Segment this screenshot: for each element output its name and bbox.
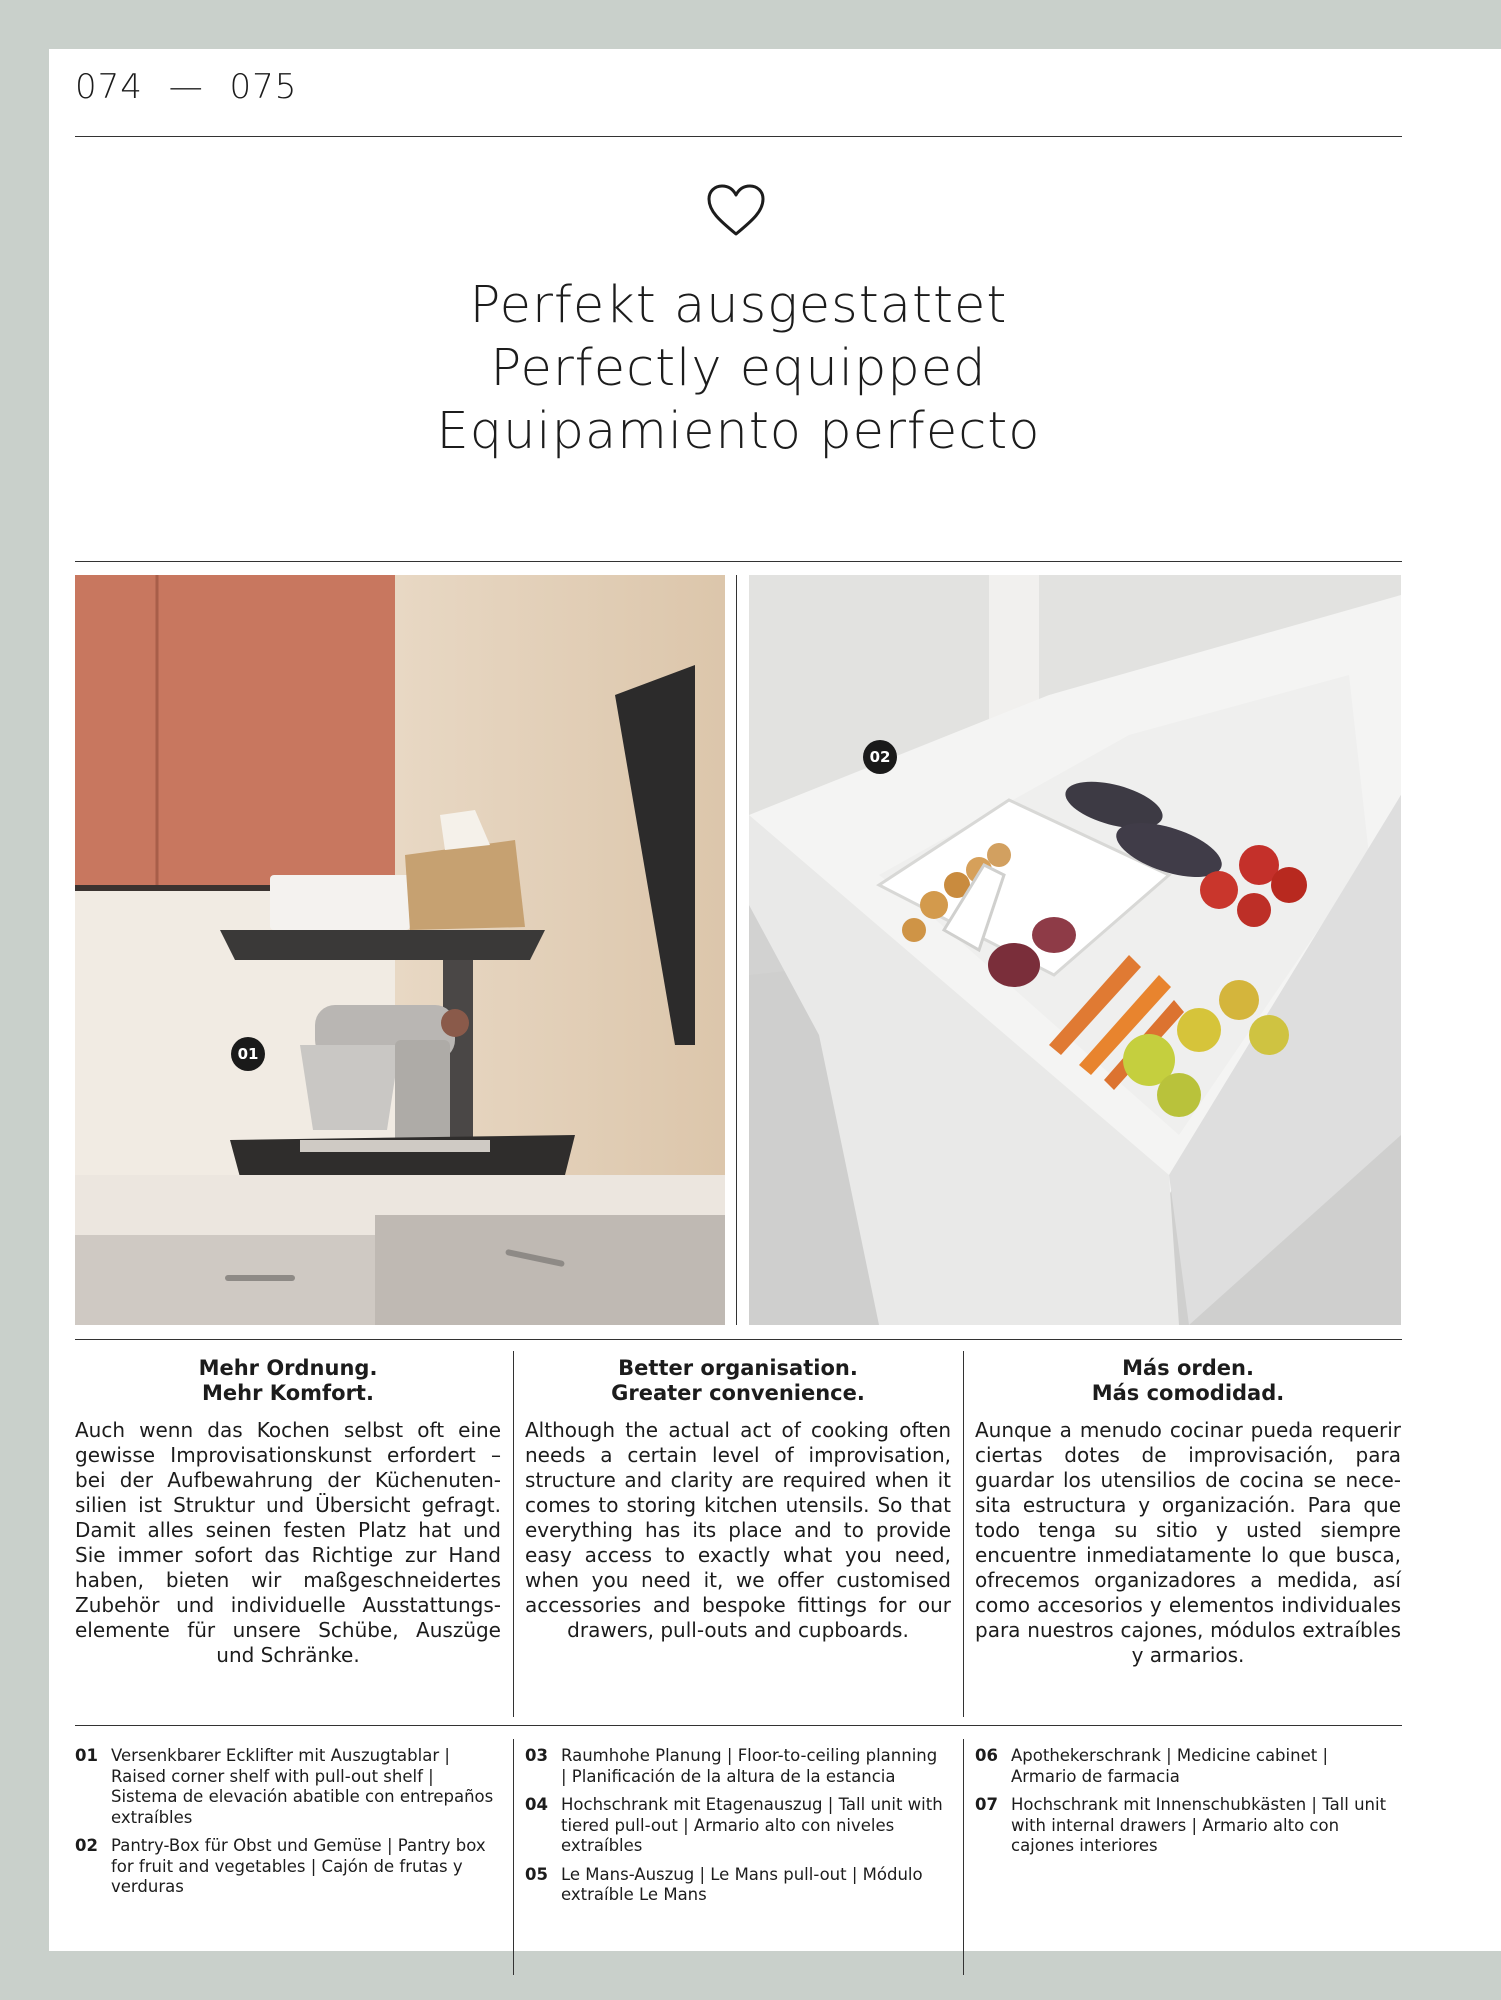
- column-english-body: Although the actual act of cooking often needs a certain level of improvisation, structure and clarity are required when it comes to storing kitchen utensils. So that everything has its place and to provide easy access to exactly what you need, when you need it, we offer customised accessories and bespoke fittings for our drawers, pull-outs and cupboards.: [525, 1418, 951, 1642]
- legend-item: [75, 1836, 495, 1898]
- heading-line: Más comodidad.: [1091, 1381, 1285, 1405]
- legend-number: 05: [525, 1864, 548, 1884]
- pantry-drawer-illustration: [749, 575, 1401, 1325]
- legend-item: [75, 1746, 495, 1828]
- photo-divider: [736, 575, 737, 1325]
- catalog-page: [49, 49, 1501, 1951]
- photo-top-rule: [75, 561, 1402, 562]
- legend-text: Raumhohe Planung | Floor-to-ceiling planning | Planificación de la altura de la estancia: [561, 1746, 938, 1786]
- legend-divider-1: [513, 1739, 514, 1975]
- column-divider-2: [963, 1351, 964, 1717]
- legend-item: [525, 1865, 945, 1906]
- title-english: Perfectly equipped: [490, 339, 987, 398]
- photo-corner-lifter: [75, 575, 725, 1325]
- legend-text: Pantry-Box für Obst und Gemüse | Pantry box for fruit and vegetables | Cajón de frutas y verduras: [111, 1836, 486, 1896]
- legend-column-2: [525, 1746, 945, 1914]
- legend-text: Apothekerschrank | Medicine cabinet | Armario de farmacia: [1011, 1746, 1328, 1786]
- page-numbers: [75, 67, 297, 107]
- page-number-dash: —: [168, 67, 204, 107]
- legend-number: 01: [75, 1746, 98, 1765]
- corner-lifter-illustration: [75, 575, 725, 1325]
- heading-line: Más orden.: [1122, 1356, 1254, 1380]
- text-top-rule: [75, 1339, 1402, 1340]
- heading-line: Greater convenience.: [611, 1381, 865, 1405]
- heading-line: Mehr Ordnung.: [198, 1356, 378, 1380]
- column-english: [525, 1356, 951, 1643]
- photo-marker-01: 01: [231, 1037, 265, 1071]
- legend-number: 02: [75, 1836, 98, 1855]
- legend-column-3: [975, 1746, 1395, 1865]
- legend-text: Le Mans-Auszug | Le Mans pull-out | Módulo extraíble Le Mans: [561, 1864, 923, 1904]
- legend-item: [525, 1795, 945, 1857]
- column-german-body: Auch wenn das Kochen selbst oft eine gewisse Improvisationskunst erfordert – bei der Aufbewahrung der Küchenutensilien ist Struktur und Übersicht gefragt. Damit alles seinen festen Platz hat und Sie immer sofort das Richtige zur Hand haben, bieten wir maßgeschneidertes Zubehör und individuelle Ausstattungselemente für unsere Schübe, Auszüge und Schränke.: [75, 1418, 501, 1667]
- column-spanish-body: Aunque a menudo cocinar pueda requerir ciertas dotes de improvisación, para guardar los utensilios de cocina se necesita estructura y organización. Para que todo tenga su sitio y usted siempre encuentre inmediatamente lo que busca, ofrecemos organizadores a medida, así como accesorios y elementos individuales para nuestros cajones, módulos extraíbles y armarios.: [975, 1418, 1401, 1667]
- page-title: [75, 274, 1402, 463]
- column-divider-1: [513, 1351, 514, 1717]
- page-number-right: 075: [229, 67, 298, 107]
- legend-number: 06: [975, 1746, 998, 1765]
- title-german: Perfekt ausgestattet: [469, 276, 1008, 335]
- legend-number: 04: [525, 1795, 548, 1814]
- photo-pantry-drawer: [749, 575, 1401, 1325]
- column-spanish-heading: [975, 1356, 1401, 1406]
- column-german: [75, 1356, 501, 1668]
- heading-line: Better organisation.: [618, 1356, 858, 1380]
- heading-line: Mehr Komfort.: [202, 1381, 374, 1405]
- page-number-left: 074: [75, 67, 143, 107]
- top-rule: [75, 136, 1402, 137]
- legend-text: Versenkbarer Ecklifter mit Auszugtablar | Raised corner shelf with pull-out shelf | Sistema de elevación abatible con entrepaños extraíbles: [111, 1746, 494, 1827]
- column-german-heading: [75, 1356, 501, 1406]
- column-spanish: [975, 1356, 1401, 1668]
- legend-top-rule: [75, 1725, 1402, 1726]
- legend-item: [975, 1746, 1395, 1787]
- legend-text: Hochschrank mit Innenschubkästen | Tall unit with internal drawers | Armario alto con cajones interiores: [1011, 1795, 1387, 1855]
- title-spanish: Equipamiento perfecto: [436, 402, 1041, 461]
- legend-number: 07: [975, 1795, 998, 1814]
- legend-divider-2: [963, 1739, 964, 1975]
- column-english-heading: [525, 1356, 951, 1406]
- legend-item: [525, 1746, 945, 1787]
- legend-column-1: [75, 1746, 495, 1906]
- legend-text: Hochschrank mit Etagenauszug | Tall unit with tiered pull-out | Armario alto con niveles extraíbles: [561, 1795, 943, 1855]
- heart-icon: [705, 182, 767, 238]
- photo-marker-02: 02: [863, 740, 897, 774]
- legend-number: 03: [525, 1746, 548, 1765]
- legend-item: [975, 1795, 1395, 1857]
